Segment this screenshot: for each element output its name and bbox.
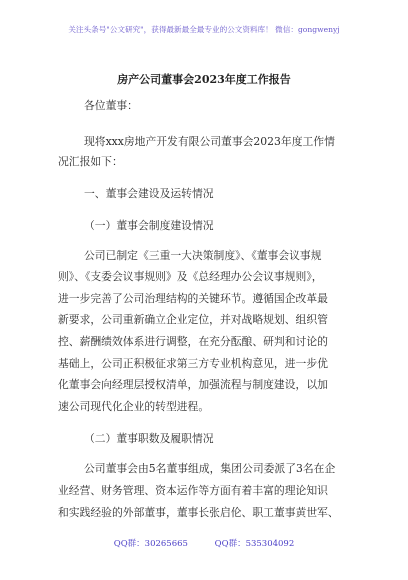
paragraph-line: 况汇报如下： (58, 155, 123, 168)
paragraph-line: 新要求，公司重新确立企业定位，并对战略规划、组织管 (58, 313, 328, 326)
document-title: 房产公司董事会2023年度工作报告 (117, 73, 291, 86)
contact-footer (0, 537, 408, 549)
qq-group-1: QQ群：30265665 (113, 539, 188, 549)
salutation: 各位董事： (84, 99, 138, 112)
section-heading: 一、董事会建设及运转情况 (84, 187, 214, 200)
paragraph-line: 则》、《支委会议事规则》及《总经理办公会议事规则》， (58, 270, 323, 283)
subsection-heading: （一）董事会制度建设情况 (84, 219, 214, 232)
subsection-heading: （二）董事职数及履职情况 (84, 432, 214, 445)
paragraph-line: 基础上，公司正积极征求第三方专业机构意见，进一步优 (58, 357, 328, 370)
qq-group-2: QQ群：535304092 (214, 539, 295, 549)
paragraph-line: 控、薪酬绩效体系进行调整，在充分酝酿、研判和讨论的 (58, 335, 328, 348)
paragraph-line: 进一步完善了公司治理结构的关键环节。遵循国企改革最 (58, 292, 328, 305)
paragraph-line: 现将xxx房地产开发有限公司董事会2023年度工作情 (84, 135, 335, 148)
paragraph-line: 公司董事会由5名董事组成，集团公司委派了3名在企 (84, 462, 336, 475)
paragraph-line: 速公司现代化企业的转型进程。 (58, 400, 210, 413)
promo-header: 关注头条号"公文研究"，获得最新最全最专业的公文资料库！ 微信：gongwenyj (68, 25, 340, 34)
paragraph-line: 和实践经验的外部董事，董事长张启伦、职工董事黄世军、 (58, 506, 339, 519)
paragraph-line: 业经营、财务管理、资本运作等方面有着丰富的理论知识 (58, 484, 328, 497)
paragraph-line: 化董事会向经理层授权清单，加强流程与制度建设，以加 (58, 378, 328, 391)
paragraph-line: 公司已制定《三重一大决策制度》、《董事会议事规 (84, 249, 322, 262)
